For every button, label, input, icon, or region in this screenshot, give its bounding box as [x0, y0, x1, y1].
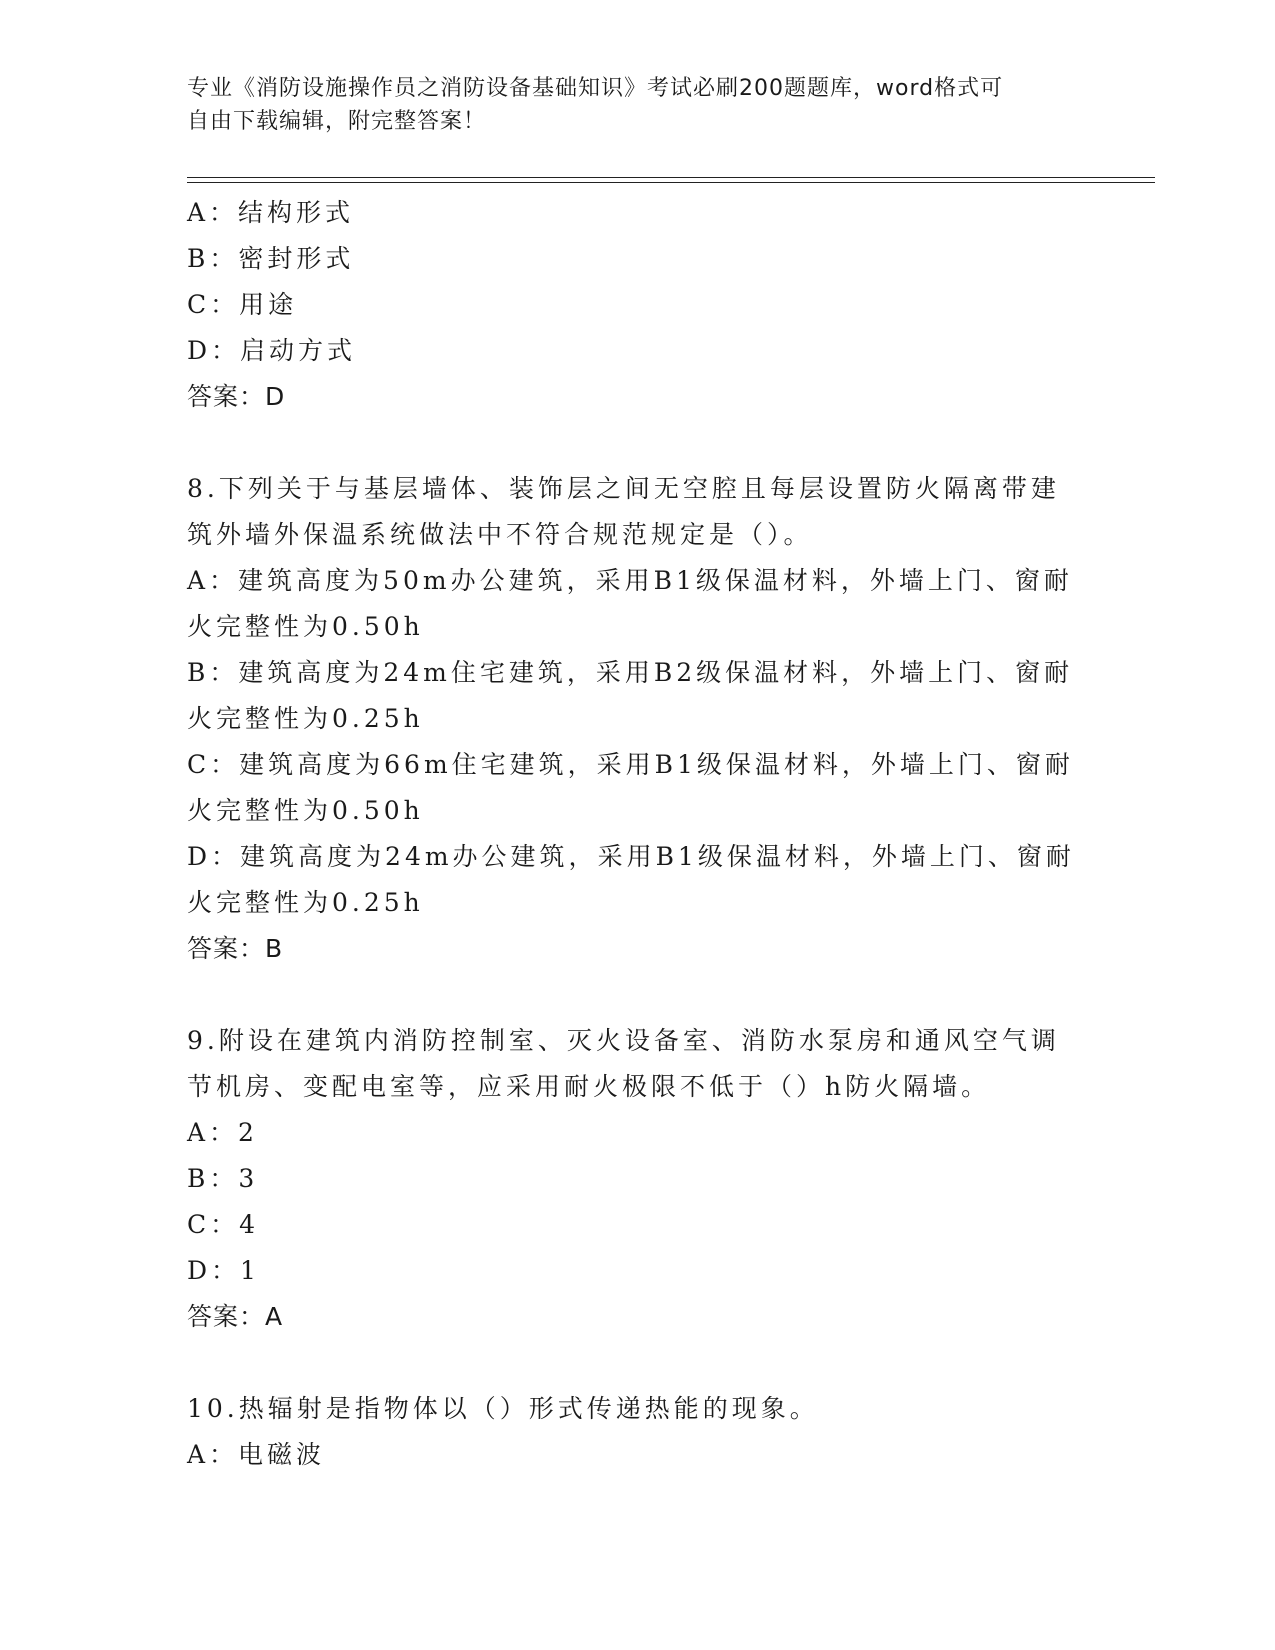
- option-d: D：建筑高度为24m办公建筑，采用B1级保温材料，外墙上门、窗耐: [187, 842, 1075, 871]
- option-c: C：用途: [187, 290, 298, 319]
- answer-line: 答案：D: [187, 382, 286, 411]
- option-d-cont: 火完整性为0.25h: [187, 888, 424, 917]
- option-b: B：3: [187, 1164, 259, 1193]
- question-stem-line: 10.热辐射是指物体以（）形式传递热能的现象。: [187, 1394, 819, 1423]
- question-stem-line: 节机房、变配电室等，应采用耐火极限不低于（）h防火隔墙。: [187, 1072, 991, 1101]
- answer-line: 答案：B: [187, 934, 284, 963]
- option-c: C：4: [187, 1210, 260, 1239]
- question-stem-line: 8.下列关于与基层墙体、装饰层之间无空腔且每层设置防火隔离带建: [187, 474, 1060, 503]
- option-a-cont: 火完整性为0.50h: [187, 612, 424, 641]
- option-d: D：启动方式: [187, 336, 357, 365]
- answer-line: 答案：A: [187, 1302, 284, 1331]
- option-b: B：建筑高度为24m住宅建筑，采用B2级保温材料，外墙上门、窗耐: [187, 658, 1074, 687]
- question-stem-line: 9.附设在建筑内消防控制室、灭火设备室、消防水泵房和通风空气调: [187, 1026, 1060, 1055]
- option-d: D：1: [187, 1256, 260, 1285]
- option-b: B：密封形式: [187, 244, 355, 273]
- header-line-1: 专业《消防设施操作员之消防设备基础知识》考试必刷200题题库，word格式可: [187, 76, 1004, 101]
- header-divider-bottom: [187, 182, 1155, 183]
- question-9: [187, 1018, 1087, 1340]
- option-a: A：结构形式: [187, 198, 355, 227]
- header-divider-top: [187, 177, 1155, 178]
- option-c-cont: 火完整性为0.50h: [187, 796, 424, 825]
- question-7: [187, 190, 1087, 420]
- question-10: [187, 1386, 1087, 1478]
- document-header: [187, 72, 1087, 138]
- option-a: A：2: [187, 1118, 258, 1147]
- question-stem-line: 筑外墙外保温系统做法中不符合规范规定是（）。: [187, 520, 813, 549]
- option-a: A：建筑高度为50m办公建筑，采用B1级保温材料，外墙上门、窗耐: [187, 566, 1073, 595]
- question-8: [187, 466, 1087, 972]
- option-b-cont: 火完整性为0.25h: [187, 704, 424, 733]
- option-c: C：建筑高度为66m住宅建筑，采用B1级保温材料，外墙上门、窗耐: [187, 750, 1074, 779]
- question-list: [187, 190, 1087, 1478]
- option-a: A：电磁波: [187, 1440, 326, 1469]
- header-line-2: 自由下载编辑，附完整答案！: [187, 109, 487, 134]
